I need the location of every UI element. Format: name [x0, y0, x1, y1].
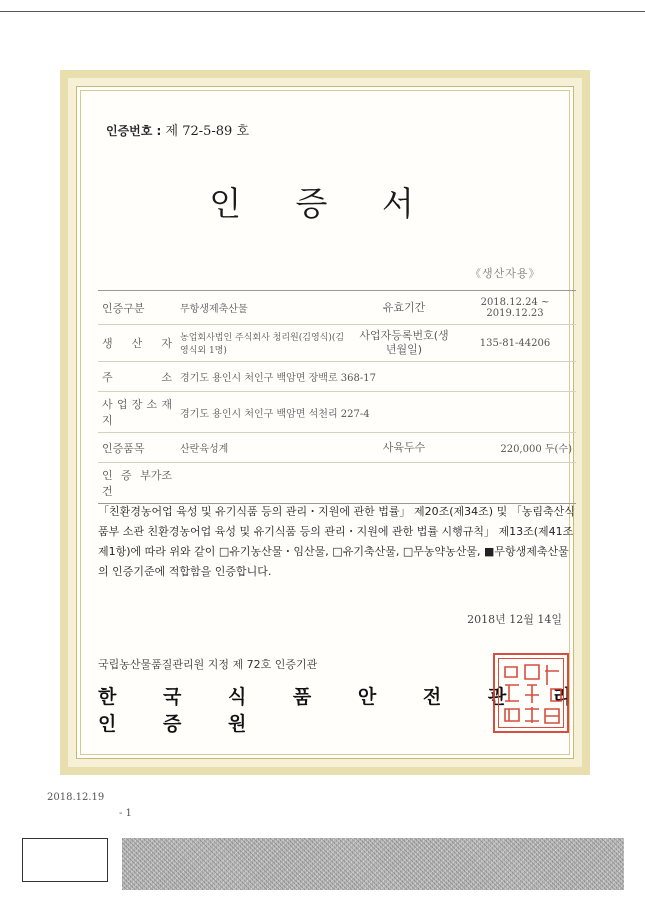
table-row — [98, 433, 576, 463]
issue-date: 2018년 12월 14일 — [467, 613, 562, 626]
footer-date: 2018.12.19 — [47, 792, 105, 803]
label-address: 주 소 — [98, 362, 176, 392]
value-site: 경기도 용인시 처인구 백암면 석천리 227-4 — [176, 392, 576, 433]
label-biz-reg: 사업자등록번호(생년월일) — [354, 325, 454, 362]
value-validity: 2018.12.24 ~ 2019.12.23 — [454, 291, 576, 325]
table-row — [98, 463, 576, 504]
label-producer: 생 산 자 — [98, 325, 176, 362]
seal-inner-border — [498, 658, 564, 728]
cert-number — [106, 120, 249, 139]
value-producer: 농업회사법인 주식회사 청리원(김영식)(김영식외 1명) — [176, 325, 354, 362]
label-validity: 유효기간 — [354, 291, 454, 325]
footer-page: - 1 — [119, 808, 132, 819]
value-conditions — [176, 463, 576, 504]
label-head-count: 사육두수 — [354, 433, 454, 463]
agency-designation: 국립농산물품질관리원 지정 제 72호 인증기관 — [98, 658, 318, 671]
cert-number-label: 인증번호 : — [106, 124, 162, 138]
value-item: 산란육성계 — [176, 433, 354, 463]
agency-name: 한 국 식 품 안 전 관 리 인 증 원 — [98, 686, 592, 735]
table-row — [98, 362, 576, 392]
label-conditions: 인 증 부가조건 — [98, 463, 176, 504]
certification-statement: 「친환경농어업 육성 및 유기식품 등의 관리・지원에 관한 법률」 제20조(제34조) 및 「농림축산식품부 소관 친환경농어업 육성 및 유기식품 등의 관리・지원에 관한 법률 시행규칙」 제13조(제41조제1항)에 따라 위와 같이 □유기농산물・임산물, □유기축산물, □무농약농산물, ■무항생제축산물의 인증기준에 적합함을 인증합니다. — [98, 505, 575, 578]
table-row — [98, 325, 576, 362]
table-row — [98, 392, 576, 433]
label-item: 인증품목 — [98, 433, 176, 463]
value-address: 경기도 용인시 처인구 백암면 장백로 368-17 — [176, 362, 576, 392]
value-head-count: 220,000 두(수) — [454, 433, 576, 463]
certificate-title: 인 증 서 — [209, 184, 436, 223]
cert-number-value: 제 72-5-89 호 — [165, 124, 250, 139]
value-biz-reg: 135-81-44206 — [454, 325, 576, 362]
table-row — [98, 291, 576, 325]
label-cert-type: 인증구분 — [98, 291, 176, 325]
usage-tag: 《생산자용》 — [470, 267, 541, 280]
seal-glyphs-icon — [499, 659, 565, 729]
official-seal — [493, 653, 569, 733]
info-table — [98, 290, 576, 504]
barcode-pattern — [122, 838, 624, 890]
blank-box — [22, 838, 108, 882]
label-site: 사 업 장 소 재 지 — [98, 392, 176, 433]
value-cert-type: 무항생제축산물 — [176, 291, 354, 325]
